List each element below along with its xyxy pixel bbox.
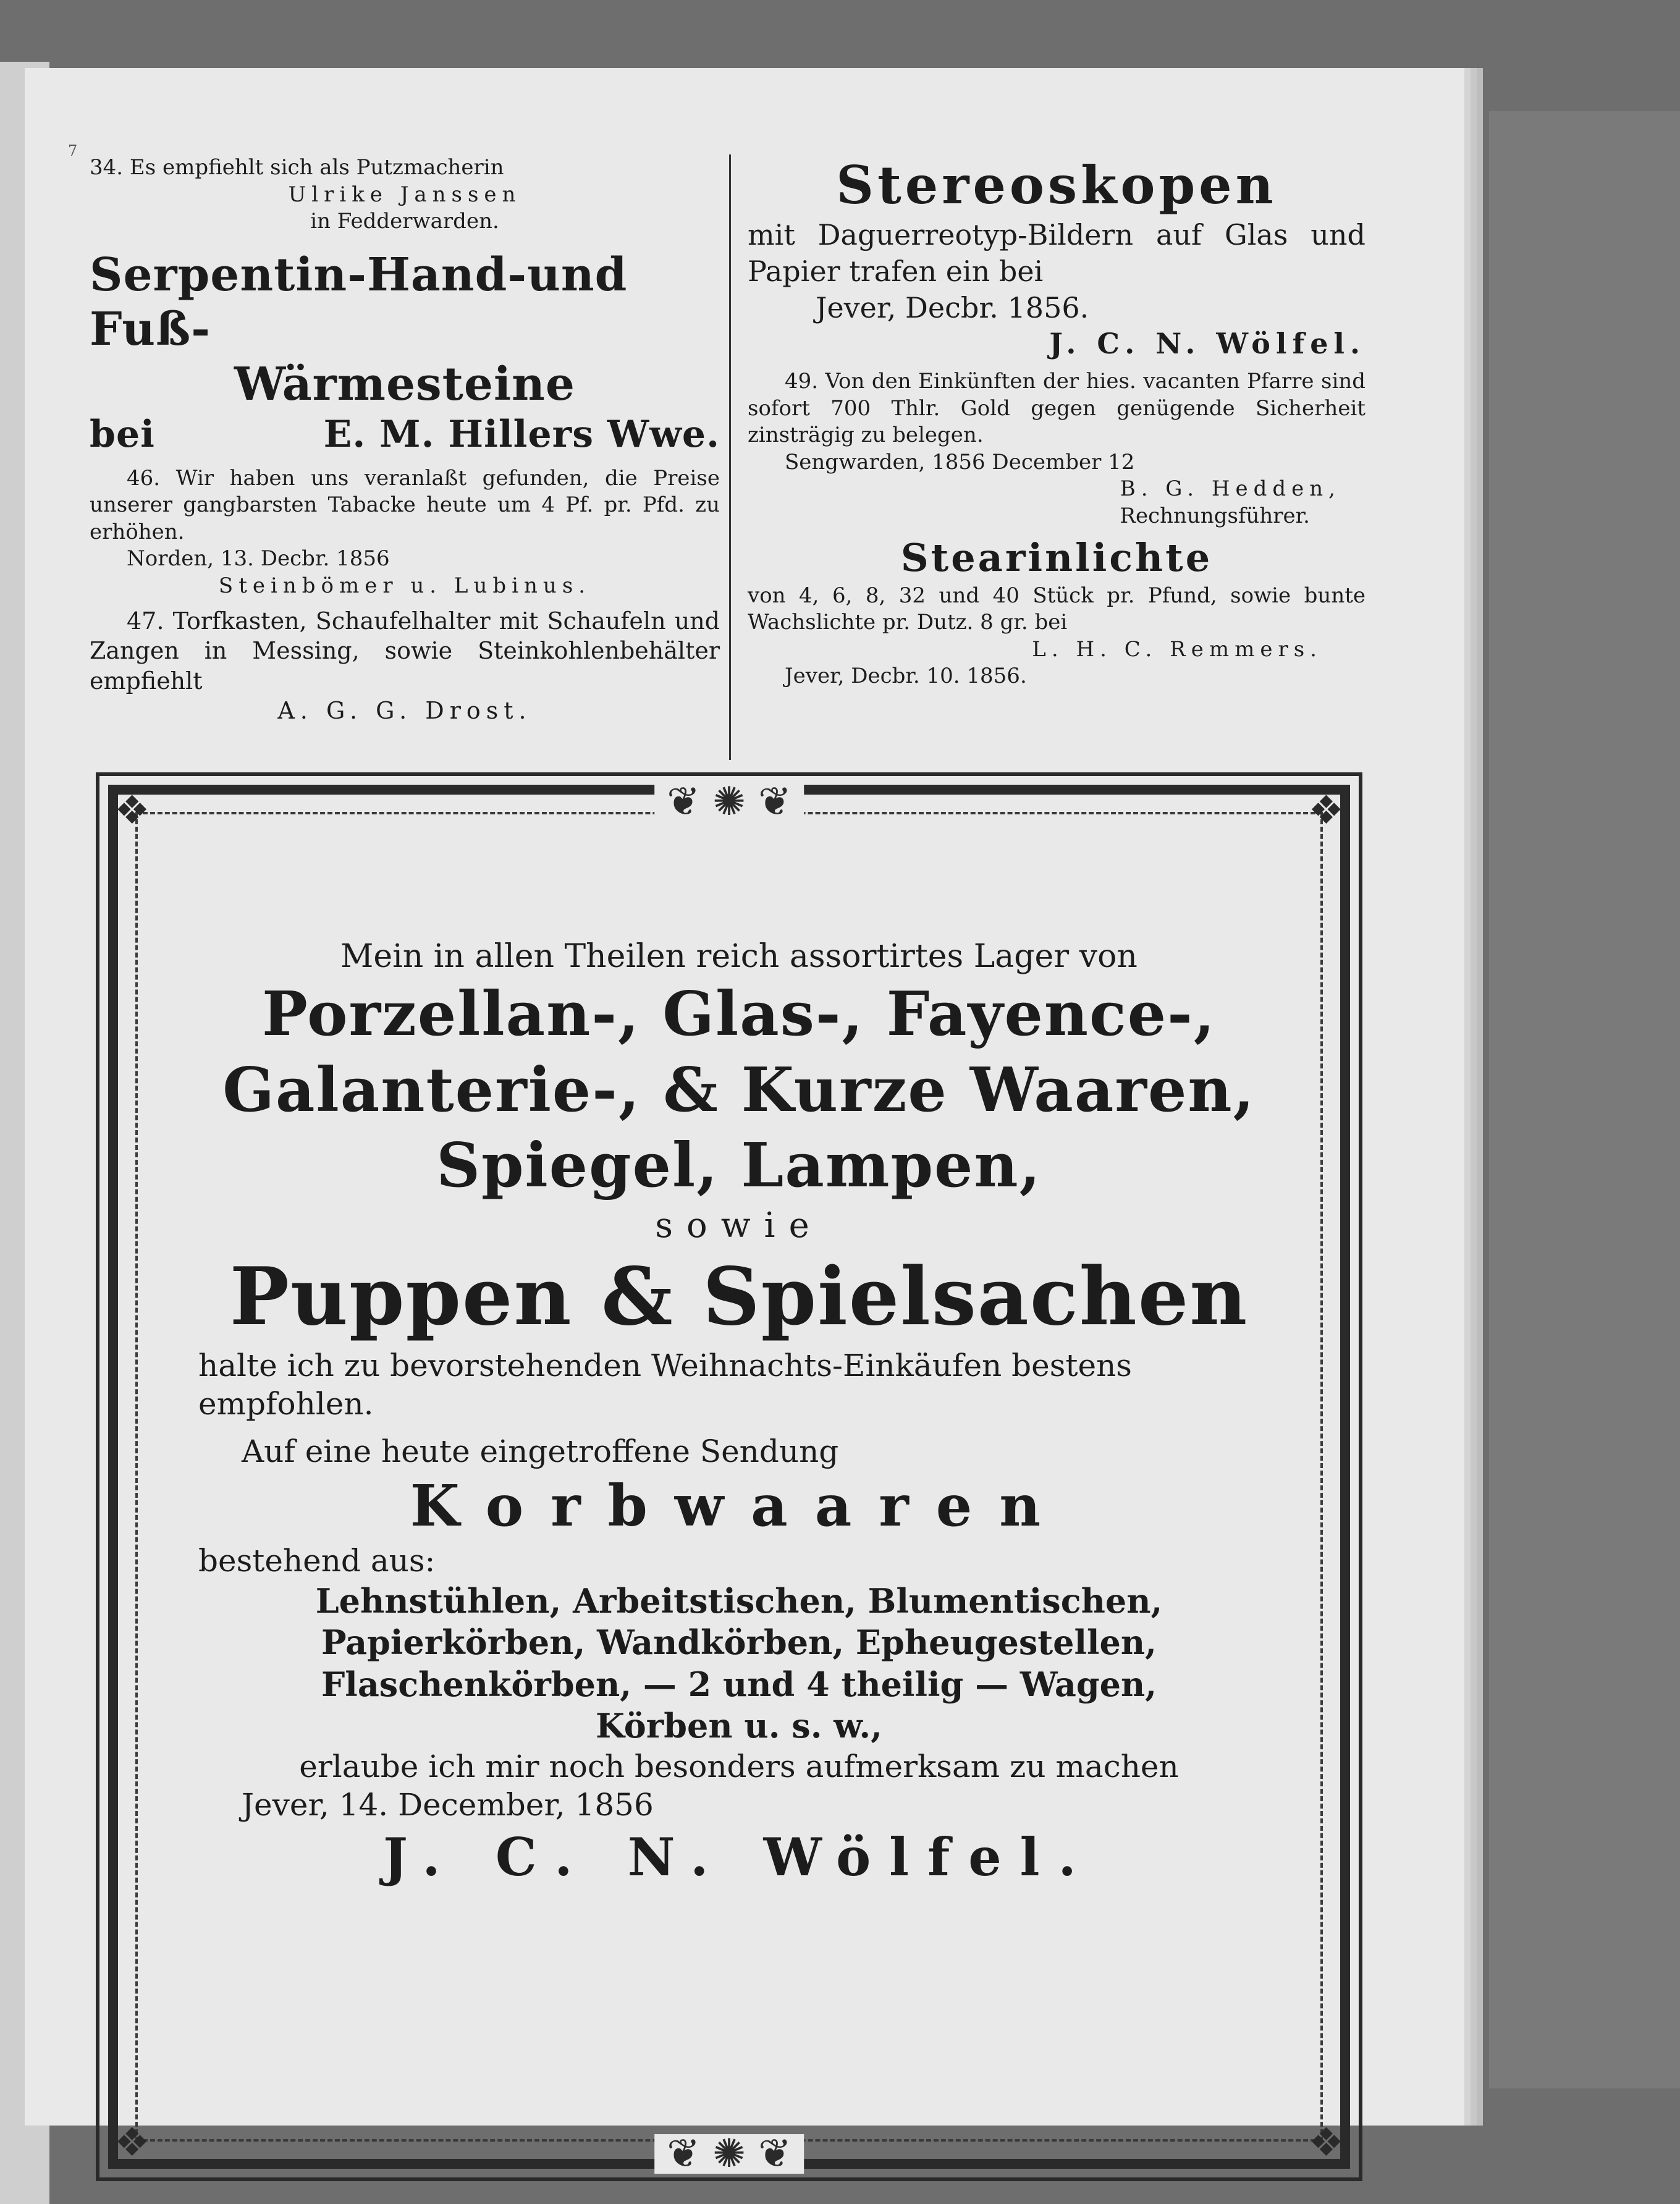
ad49-text: 49. Von den Einkünften der hies. vacanten Pfarre sind sofort 700 Thlr. Gold gegen genügende Sicherheit zinsträgig zu belegen.	[748, 369, 1366, 448]
ad-line-galanterie: Galanterie-, & Kurze Waaren,	[222, 1054, 1256, 1126]
ad46-place-date: Norden, 13. Decbr. 1856	[127, 546, 390, 572]
stereo-title: Stereoskopen	[836, 154, 1277, 216]
serpentin-firm: E. M. Hillers Wwe.	[323, 412, 720, 456]
ad-bestehend: bestehend aus:	[198, 1543, 436, 1579]
stearin-date: Jever, Decbr. 10. 1856.	[785, 664, 1027, 689]
ad-list-3: Flaschenkörben, — 2 und 4 theilig — Wagen,	[321, 1664, 1157, 1704]
serpentin-bei: bei	[90, 412, 155, 456]
ad-korbwaaren: Korbwaaren	[410, 1472, 1068, 1539]
ad34-name: Ulrike Janssen	[288, 182, 521, 207]
ad-text-sendung: Auf eine heute eingetroffene Sendung	[242, 1433, 839, 1469]
ad-list-1: Lehnstühlen, Arbeitstischen, Blumentischen,	[315, 1581, 1163, 1621]
ad-line-spiegel: Spiegel, Lampen,	[436, 1130, 1042, 1201]
ad47-text: 47. Torfkasten, Schaufelhalter mit Schaufeln und Zangen in Messing, sowie Steinkohlenbehälter empfiehlt	[90, 607, 720, 695]
ad49-role: Rechnungsführer.	[1120, 503, 1310, 528]
column-divider	[729, 154, 731, 760]
book-cover-edge	[1489, 111, 1680, 2088]
right-column	[748, 154, 1366, 690]
ornament-mask-icon: ❦ ✺ ❦	[654, 782, 804, 822]
ad-puppen-spielsachen: Puppen & Spielsachen	[229, 1250, 1249, 1343]
framed-ad-content	[198, 937, 1280, 1889]
ad34-line: 34. Es empfiehlt sich als Putzmacherin	[90, 155, 504, 180]
ad-intro: Mein in allen Theilen reich assortirtes Lager von	[340, 938, 1138, 975]
ad-list-2: Papierkörben, Wandkörben, Epheugestellen,	[321, 1623, 1157, 1662]
ad49-sign: B. G. Hedden,	[1120, 476, 1341, 502]
ornament-corner-icon: ❖	[114, 2120, 150, 2166]
serpentin-title-2: Wärmesteine	[234, 358, 575, 412]
ad46-text: 46. Wir haben uns veranlaßt gefunden, die Preise unserer gangbarsten Tabacke heute um 4 Pf. pr. Pfd. zu erhöhen.	[90, 465, 720, 544]
framed-advertisement	[108, 779, 1350, 2177]
stereo-text: mit Daguerreotyp-Bildern auf Glas und Papier trafen ein bei	[748, 217, 1366, 288]
ad-sowie: sowie	[655, 1205, 823, 1246]
ornament-mask-icon: ❦ ✺ ❦	[654, 2134, 804, 2174]
ad47-sign: A. G. G. Drost.	[277, 697, 532, 725]
stereo-sign: J. C. N. Wölfel.	[1049, 327, 1366, 361]
serpentin-title-1: Serpentin-Hand-und Fuß-	[90, 248, 628, 357]
page-mark: 7	[68, 142, 78, 159]
ornament-corner-icon: ❖	[1308, 788, 1344, 834]
stearin-text: von 4, 6, 8, 32 und 40 Stück pr. Pfund, sowie bunte Wachslichte pr. Dutz. 8 gr. bei	[748, 583, 1366, 635]
ad34-place: in Fedderwarden.	[310, 209, 499, 234]
stereo-date: Jever, Decbr. 1856.	[816, 290, 1089, 324]
ornament-corner-icon: ❖	[114, 788, 150, 834]
ad-text-aufmerksam: erlaube ich mir noch besonders aufmerksam zu machen	[299, 1748, 1179, 1784]
left-column	[90, 154, 720, 726]
stearin-title: Stearinlichte	[900, 535, 1213, 581]
ad-text-weihnachten: halte ich zu bevorstehenden Weihnachts-Einkäufen bestens empfohlen.	[198, 1347, 1132, 1422]
stearin-sign: L. H. C. Remmers.	[1032, 636, 1322, 662]
ad49-date: Sengwarden, 1856 December 12	[785, 449, 1135, 475]
newspaper-page	[25, 68, 1464, 2177]
ad-signature: J. C. N. Wölfel.	[383, 1826, 1095, 1888]
ad-list-4: Körben u. s. w.,	[596, 1706, 882, 1746]
ornament-corner-icon: ❖	[1308, 2120, 1344, 2166]
ad-date: Jever, 14. December, 1856	[242, 1787, 654, 1823]
ad-line-porzellan: Porzellan-, Glas-, Fayence-,	[262, 979, 1216, 1050]
serpentin-firm-row	[90, 412, 720, 457]
ad46-sign: Steinbömer u. Lubinus.	[218, 573, 591, 598]
